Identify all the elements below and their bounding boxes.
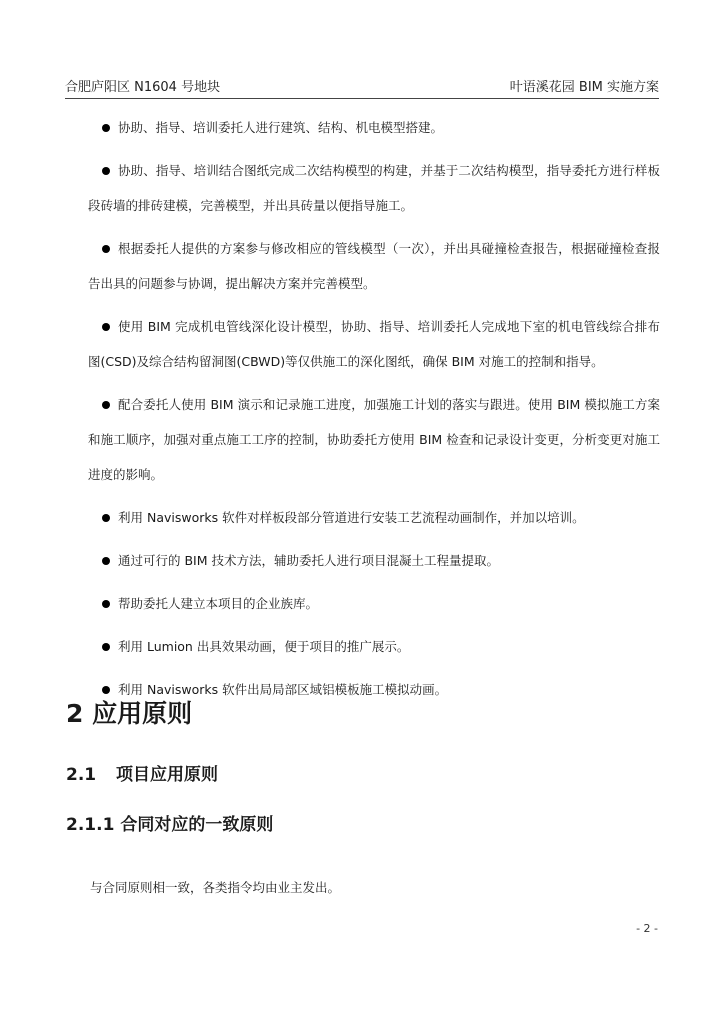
- list-item-text: 使用 BIM 完成机电管线深化设计模型，协助、指导、培训委托人完成地下室的机电管线综合排布图(CSD)及综合结构留洞图(CBWD)等仅供施工的深化图纸，确保 BIM 对施工的控制和指导。: [88, 319, 660, 369]
- subsection-heading: 2.1.1 合同对应的一致原则: [66, 815, 274, 835]
- list-item-text: 协助、指导、培训结合图纸完成二次结构模型的构建，并基于二次结构模型，指导委托方进行样板段砖墙的排砖建模，完善模型，并出具砖量以便指导施工。: [88, 163, 660, 213]
- bullet-dot-icon: [102, 600, 110, 608]
- page-number: - 2 -: [636, 922, 658, 935]
- list-item-text: 帮助委托人建立本项目的企业族库。: [118, 596, 319, 611]
- bullet-dot-icon: [102, 686, 110, 694]
- list-item-text: 协助、指导、培训委托人进行建筑、结构、机电模型搭建。: [118, 120, 444, 135]
- list-item: [88, 629, 660, 664]
- bullet-dot-icon: [102, 323, 110, 331]
- list-item-text: 利用 Navisworks 软件出局局部区域铝模板施工模拟动画。: [118, 682, 448, 697]
- list-item-text: 利用 Navisworks 软件对样板段部分管道进行安装工艺流程动画制作，并加以培训。: [118, 510, 585, 525]
- bullet-dot-icon: [102, 167, 110, 175]
- list-item: [88, 231, 660, 301]
- bullet-list: [88, 110, 660, 715]
- header-document-title: 叶语溪花园 BIM 实施方案: [509, 80, 659, 95]
- chapter-heading: 2 应用原则: [66, 699, 193, 728]
- list-item: [88, 309, 660, 379]
- bullet-dot-icon: [102, 514, 110, 522]
- list-item: [88, 500, 660, 535]
- list-item-text: 配合委托人使用 BIM 演示和记录施工进度，加强施工计划的落实与跟进。使用 BIM 模拟施工方案和施工顺序，加强对重点施工工序的控制，协助委托方使用 BIM 检查和记录设计变更，分析变更对施工进度的影响。: [88, 397, 660, 482]
- bullet-dot-icon: [102, 557, 110, 565]
- body-paragraph: 与合同原则相一致，各类指令均由业主发出。: [90, 880, 341, 895]
- section-number: 2.1: [66, 765, 97, 785]
- list-item: [88, 543, 660, 578]
- list-item-text: 通过可行的 BIM 技术方法，辅助委托人进行项目混凝土工程量提取。: [118, 553, 499, 568]
- list-item: [88, 110, 660, 145]
- list-item-text: 根据委托人提供的方案参与修改相应的管线模型（一次），并出具碰撞检查报告，根据碰撞检查报告出具的问题参与协调，提出解决方案并完善模型。: [88, 241, 660, 291]
- bullet-dot-icon: [102, 245, 110, 253]
- page-header: [65, 74, 659, 99]
- header-project-location: 合肥庐阳区 N1604 号地块: [65, 80, 221, 95]
- list-item: [88, 586, 660, 621]
- list-item-text: 利用 Lumion 出具效果动画，便于项目的推广展示。: [118, 639, 410, 654]
- bullet-dot-icon: [102, 401, 110, 409]
- bullet-dot-icon: [102, 124, 110, 132]
- section-heading: [66, 760, 218, 785]
- list-item: [88, 153, 660, 223]
- list-item: [88, 387, 660, 492]
- section-title: 项目应用原则: [116, 765, 218, 785]
- bullet-dot-icon: [102, 643, 110, 651]
